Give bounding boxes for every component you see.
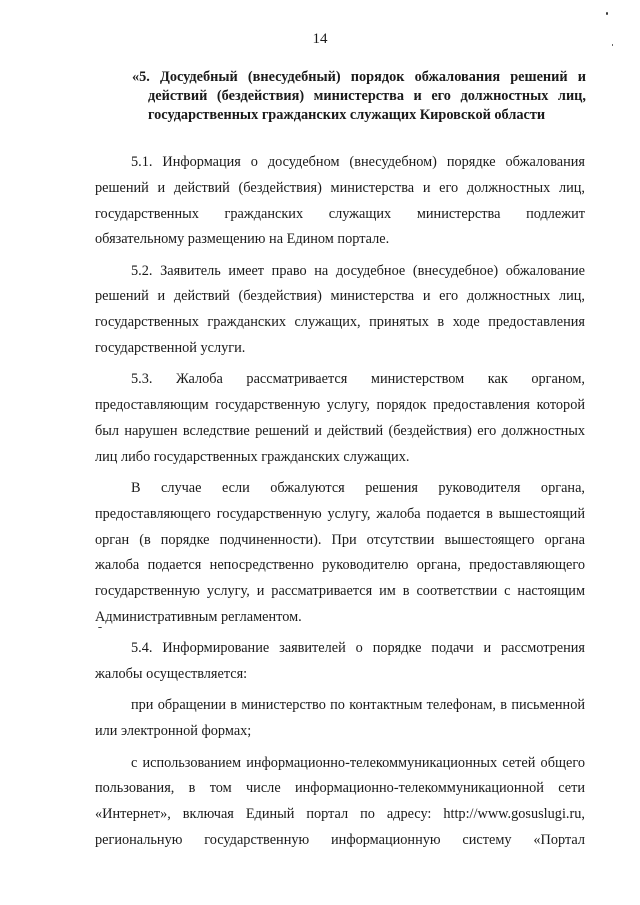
scan-speck	[606, 12, 608, 15]
paragraph-5-3: 5.3. Жалоба рассматривается министерством как органом, предоставляющим государственную услугу, порядок предоставления которой был нарушен вследствие решений и действий (бездействия) его должностных лиц либо государственных гражданских служащих.	[95, 371, 585, 465]
paragraph-phone-written: при обращении в министерство по контактным телефонам, в письменной или электронной формах;	[95, 697, 585, 740]
paragraph-5-4: 5.4. Информирование заявителей о порядке подачи и рассмотрения жалобы осуществляется:	[95, 640, 585, 683]
section-heading-text: «5. Досудебный (внесудебный) порядок обжалования решений и действий (бездействия) министерства и его должностных лиц, государственных гражданских служащих Кировской области	[132, 69, 586, 123]
section-heading	[132, 68, 586, 125]
scan-speck	[98, 627, 102, 628]
scan-speck	[612, 44, 613, 46]
paragraph-superior-body: В случае если обжалуются решения руководителя органа, предоставляющего государственную услугу, жалоба подается в вышестоящий орган (в порядке подчиненности). При отсутствии вышестоящего органа жалоба подается непосредственно руководителю органа, предоставляющего государственную услугу, и рассматривается им в соответствии с настоящим Административным регламентом.	[95, 480, 585, 626]
document-body	[95, 150, 585, 854]
paragraph-5-2: 5.2. Заявитель имеет право на досудебное (внесудебное) обжалование решений и действий (бездействия) министерства и его должностных лиц, государственных гражданских служащих, принятых в ходе предоставления государственной услуги.	[95, 262, 585, 357]
page-number: 14	[312, 31, 328, 47]
paragraph-5-1: 5.1. Информация о досудебном (внесудебном) порядке обжалования решений и действий (бездействия) министерства и его должностных лиц, государственных гражданских служащих министерства подлежит обязательному размещению на Едином портале.	[95, 154, 585, 248]
paragraph-internet: с использованием информационно-телекоммуникационных сетей общего пользования, в том числе информационно-телекоммуникационной сети «Интернет», включая Единый портал по адресу: http://www.gosuslugi.ru, региональную государственную информационную систему «Портал	[95, 754, 585, 848]
